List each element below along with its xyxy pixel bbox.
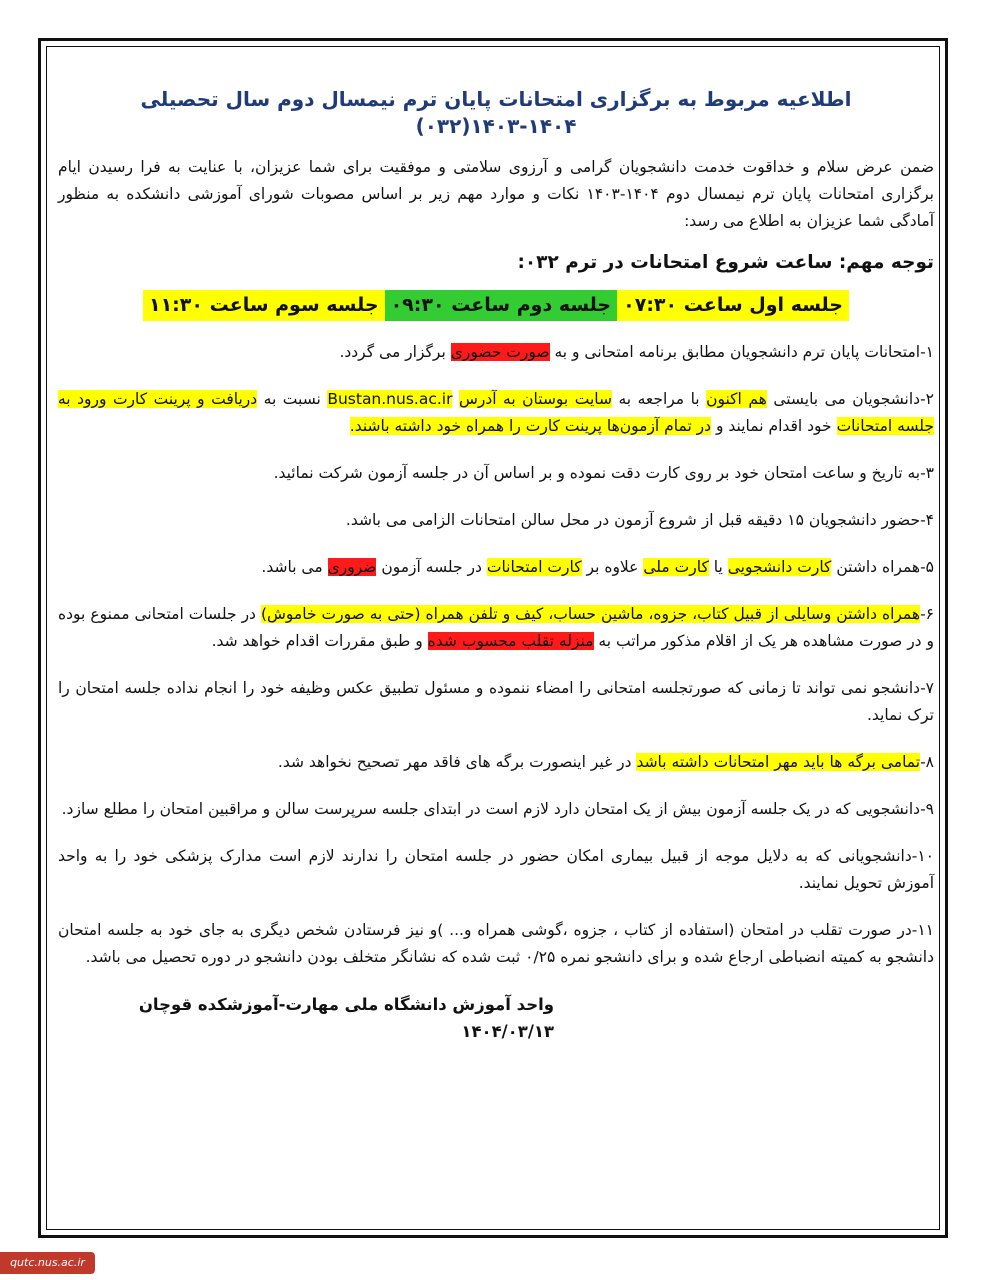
rule-5-highlight-national-card: کارت ملی <box>643 558 709 576</box>
rule-2 <box>58 386 934 440</box>
rule-6-highlight-cheating: منزله تقلب محسوب شده <box>427 632 594 650</box>
session-times <box>58 290 934 321</box>
rule-5-text-end: می باشد. <box>261 558 328 576</box>
intro-paragraph: ضمن عرض سلام و خداقوت خدمت دانشجویان گرامی و آرزوی سلامتی و موفقیت برای شما عزیزان، با عنایت به فرا رسیدن ایام برگزاری امتحانات پایان ترم نیمسال دوم ۱۴۰۴-۱۴۰۳ نکات و موارد مهم زیر بر اساس مصوبات شورای آموزشی دانشکده به منظور آمادگی شما عزیزان به اطلاع می رسد: <box>58 158 935 230</box>
rule-1-text: ۱-امتحانات پایان ترم دانشجویان مطابق برنامه امتحانی و به <box>549 343 934 361</box>
session-first: جلسه اول ساعت ۰۷:۳۰ <box>617 290 849 321</box>
rule-2-highlight-card: دریافت و پرینت کارت ورود به جلسه امتحانات <box>58 390 934 435</box>
announcement-title: اطلاعیه مربوط به برگزاری امتحانات پایان ترم نیمسال دوم سال تحصیلی ۱۴۰۴-۱۴۰۳(۰۳۲) <box>140 87 852 138</box>
rule-5-highlight-student-card: کارت دانشجویی <box>727 558 832 576</box>
rule-5-text-3: علاوه بر <box>581 558 644 576</box>
rule-11: ۱۱-در صورت تقلب در امتحان (استفاده از کتاب ، جزوه ،گوشی همراه و... )و نیز فرستادن شخص دیگری به جای خود به جلسه امتحان دانشجو به کمیته انضباطی ارجاع شده و برای دانشجو نمره ۰/۲۵ ثبت شده که نشانگر متخلف بودن دانشجو در دوره تحصیل می باشد. <box>58 921 934 966</box>
rule-6-number: ۶- <box>920 605 934 623</box>
rule-4: ۴-حضور دانشجویان ۱۵ دقیقه قبل از شروع آزمون در محل سالن امتحانات الزامی می باشد. <box>345 511 934 529</box>
session-third: جلسه سوم ساعت ۱۱:۳۰ <box>143 290 385 321</box>
rule-5-highlight-exam-card: کارت امتحانات <box>486 558 582 576</box>
rule-5 <box>58 554 934 581</box>
site-url-badge[interactable]: qutc.nus.ac.ir <box>0 1252 95 1274</box>
rule-8 <box>58 749 934 776</box>
rule-8-highlight-stamp: تمامی برگه ها باید مهر امتحانات داشته باشد <box>636 753 921 771</box>
signature: واحد آموزش دانشگاه ملی مهارت-آموزشکده قوچان ۱۴۰۴/۰۳/۱۳ <box>138 995 554 1041</box>
bustan-url-link[interactable]: Bustan.nus.ac.ir <box>327 390 453 408</box>
rule-10: ۱۰-دانشجویانی که به دلایل موجه از قبیل بیماری امکان حضور در جلسه امتحان را ندارند لازم است مدارک پزشکی خود را به واحد آموزش تحویل نمایند. <box>58 847 934 892</box>
rule-1-text-end: برگزار می گردد. <box>339 343 451 361</box>
rule-1 <box>58 339 934 366</box>
rule-8-number: ۸- <box>920 753 934 771</box>
rule-2-highlight-site: سایت بوستان به آدرس <box>458 390 612 408</box>
rule-2-text: ۲-دانشجویان می بایستی <box>766 390 934 408</box>
session-second: جلسه دوم ساعت ۰۹:۳۰ <box>385 290 618 321</box>
notice-heading: توجه مهم: ساعت شروع امتحانات در ترم ۰۳۲: <box>517 252 934 273</box>
rule-7: ۷-دانشجو نمی تواند تا زمانی که صورتجلسه امتحانی را امضاء ننموده و مسئول تطبیق عکس وظیفه خود را انجام نداده جلسه امتحان را ترک نماید. <box>58 679 934 724</box>
rule-5-highlight-required: ضروری <box>327 558 377 576</box>
rule-5-text: ۵-همراه داشتن <box>831 558 934 576</box>
rule-2-highlight-now: هم اکنون <box>706 390 767 408</box>
rule-6 <box>58 601 934 655</box>
rule-5-text-4: در جلسه آزمون <box>376 558 487 576</box>
rule-9: ۹-دانشجویی که در یک جلسه آزمون بیش از یک امتحان دارد لازم است در ابتدای جلسه سرپرست سالن و مراقبین امتحان را مطلع سازد. <box>61 800 934 818</box>
rule-5-text-2: یا <box>708 558 728 576</box>
rule-2-text-3: نسبت به <box>257 390 328 408</box>
rule-6-highlight-items: همراه داشتن وسایلی از قبیل کتاب، جزوه، ماشین حساب، کیف و تلفن همراه (حتی به صورت خاموش) <box>260 605 921 623</box>
rule-8-text: در غیر اینصورت برگه های فاقد مهر تصحیح نخواهد شد. <box>277 753 637 771</box>
rule-2-text-2: با مراجعه به <box>611 390 707 408</box>
rule-3: ۳-به تاریخ و ساعت امتحان خود بر روی کارت دقت نموده و بر اساس آن در جلسه آزمون شرکت نمائید. <box>273 464 934 482</box>
rule-2-text-4: خود اقدام نمایند و <box>711 417 837 435</box>
rule-1-highlight: صورت حضوری <box>450 343 550 361</box>
rule-6-text: در جلسات امتحانی ممنوع بوده و در صورت مشاهده هر یک از اقلام مذکور مراتب به <box>58 605 934 650</box>
rule-6-text-end: و طبق مقررات اقدام خواهد شد. <box>211 632 428 650</box>
announcement <box>58 60 934 1045</box>
rule-2-highlight-carry: در تمام آزمون‌ها پرینت کارت را همراه خود داشته باشند. <box>349 417 712 435</box>
